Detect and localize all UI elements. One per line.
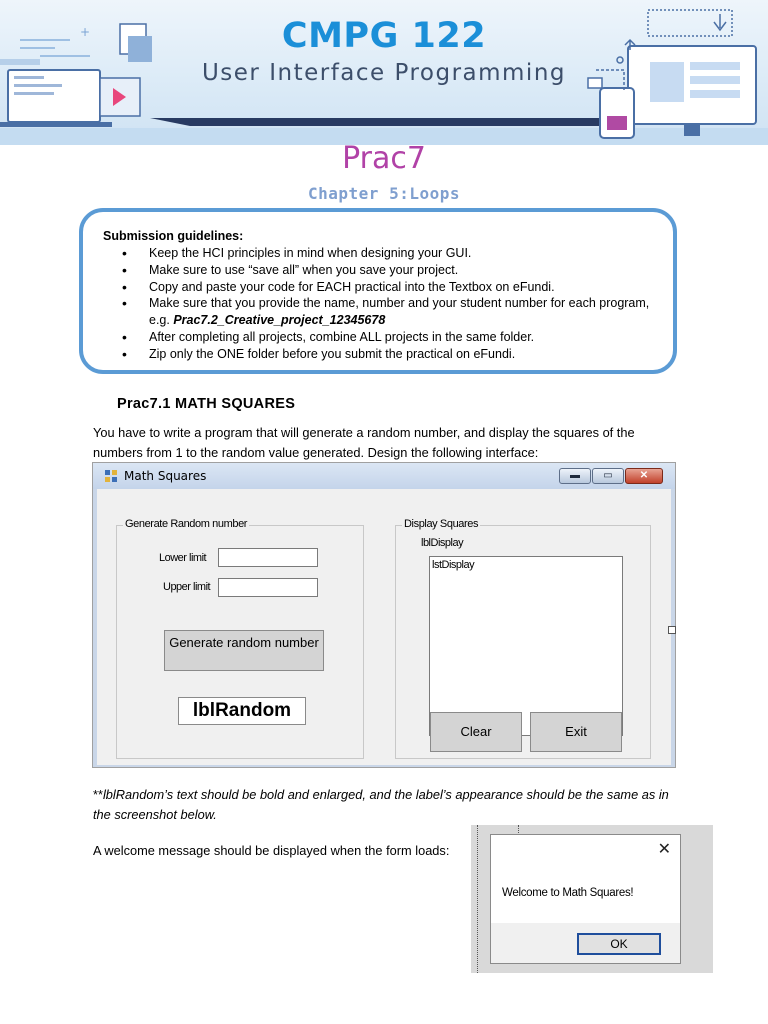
list-item: lstDisplay [432,559,475,571]
message-box-footer [491,923,680,963]
resize-handle [668,626,676,634]
window-titlebar [93,463,675,489]
display-label: lblDisplay [421,537,464,549]
close-icon[interactable]: ✕ [657,841,671,858]
screenshot-border-line [477,825,479,973]
note-text: lblRandom’s text should be bold and enlarged, and the label’s appearance should be the same as in the screenshot below. [93,787,669,822]
guideline-item: • Copy and paste your code for EACH practical into the Textbox on eFundi. [149,279,669,296]
display-squares-group [395,518,651,759]
section-intro: You have to write a program that will generate a random number, and display the squares of the numbers from 1 to the random value generated. Design the following interface: [93,425,635,460]
upper-limit-input[interactable] [218,578,318,597]
guideline-item: • Keep the HCI principles in mind when designing your GUI. [149,245,669,262]
maximize-icon[interactable]: ▭ [592,468,624,484]
form-icon [105,470,117,482]
exit-button[interactable]: Exit [530,712,622,752]
guideline-item [149,295,669,329]
guidelines-title: Submission guidelines: [103,229,244,243]
squares-listbox[interactable] [429,556,623,736]
generate-group-label: Generate Random number [125,518,248,530]
header-banner [0,0,768,145]
guideline-example: Prac7.2_Creative_project_12345678 [173,313,386,328]
upper-limit-label: Upper limit [163,581,211,593]
banner-course-code: CMPG 122 [281,16,487,56]
welcome-instruction: A welcome message should be displayed when the form loads: [93,843,450,858]
math-squares-form-screenshot [92,462,676,768]
prac-title: Prac7 [342,141,426,176]
random-value-label: lblRandom [178,697,306,725]
lower-limit-label: Lower limit [159,552,207,564]
lower-limit-input[interactable] [218,548,318,567]
close-icon[interactable]: ✕ [625,468,663,484]
clear-button[interactable]: Clear [430,712,522,752]
chapter-subtitle: Chapter 5:Loops [308,184,460,203]
banner-subtitle: User Interface Programming [201,60,567,86]
lblrandom-note [93,785,683,824]
guideline-item-text: Make sure that you provide the name, number and your student number for each program, e.g. [149,296,650,328]
guideline-item: • Zip only the ONE folder before you submit the practical on eFundi. [149,346,669,363]
window-caption: Math Squares [124,469,207,483]
generate-random-button[interactable]: Generate random number [164,630,324,671]
ok-button[interactable]: OK [577,933,661,955]
submission-guidelines-box [79,208,677,374]
section-title: Prac7.1 MATH SQUARES [117,396,296,412]
minimize-icon[interactable]: ▬ [559,468,591,484]
welcome-message: Welcome to Math Squares! [502,887,634,899]
generate-group [116,518,364,759]
guideline-item: • Make sure to use “save all” when you save your project. [149,262,669,279]
form-client-area [97,489,671,765]
guidelines-list [101,245,669,363]
note-prefix: ** [93,787,103,802]
svg-text:+: + [80,25,91,39]
guideline-item: • After completing all projects, combine ALL projects in the same folder. [149,329,669,346]
welcome-message-box [490,834,681,964]
display-group-label: Display Squares [404,518,479,530]
tablet-icon [600,88,634,138]
